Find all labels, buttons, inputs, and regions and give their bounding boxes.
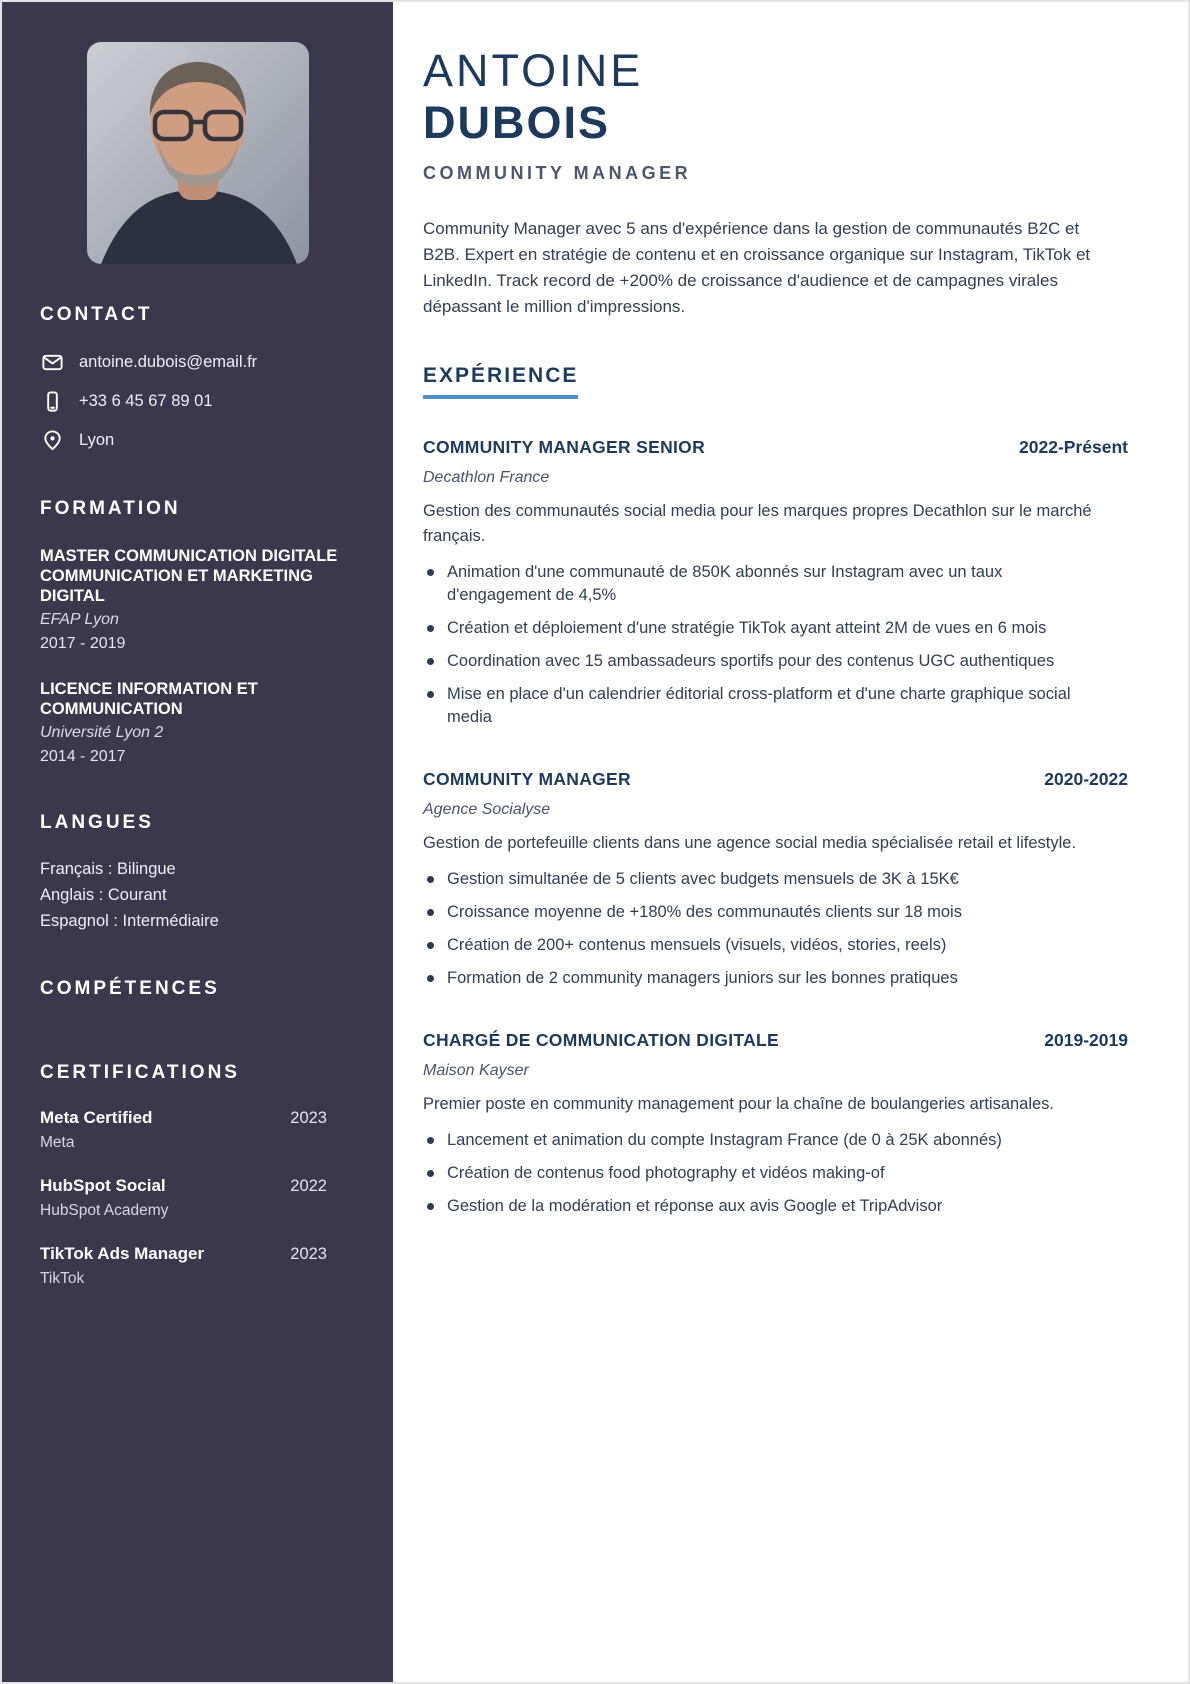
job-title: COMMUNITY MANAGER xyxy=(423,769,631,789)
job-description: Gestion de portefeuille clients dans une agence social media spécialisée retail et lifestyle. xyxy=(423,834,1077,852)
contact-row-email xyxy=(40,350,343,374)
certification-issuer: TikTok xyxy=(40,1270,85,1287)
experience-heading: EXPÉRIENCE xyxy=(423,364,579,387)
job-bullet: Croissance moyenne de +180% des communautés clients sur 18 mois xyxy=(423,901,1103,924)
contact-location: Lyon xyxy=(79,430,115,449)
location-icon xyxy=(40,428,64,452)
certification-issuer: HubSpot Academy xyxy=(40,1202,169,1219)
job-bullet-list xyxy=(423,561,1128,729)
certification-issuer: Meta xyxy=(40,1134,75,1151)
profile-photo xyxy=(87,42,309,264)
job-bullet: Création de contenus food photography et vidéos making-of xyxy=(423,1162,1103,1185)
job-dates: 2022-Présent xyxy=(1019,437,1128,457)
contact-heading: CONTACT xyxy=(40,304,153,325)
job-description: Premier poste en community management pour la chaîne de boulangeries artisanales. xyxy=(423,1095,1055,1113)
certification-name: TikTok Ads Manager xyxy=(40,1244,205,1263)
contact-row-location xyxy=(40,428,343,452)
contact-row-phone xyxy=(40,389,343,413)
certification-item xyxy=(40,1176,343,1220)
education-dates: 2014 - 2017 xyxy=(40,748,126,765)
experience-section xyxy=(423,320,1128,1218)
langues-heading: LANGUES xyxy=(40,812,154,833)
language-item: Espagnol : Intermédiaire xyxy=(40,912,219,930)
job-company: Agence Socialyse xyxy=(423,801,551,818)
certification-name: HubSpot Social xyxy=(40,1176,166,1195)
certification-item xyxy=(40,1244,343,1288)
language-item: Français : Bilingue xyxy=(40,860,176,878)
phone-icon xyxy=(40,389,64,413)
certification-item xyxy=(40,1108,343,1152)
contact-phone: +33 6 45 67 89 01 xyxy=(79,391,213,410)
education-title: LICENCE INFORMATION ET COMMUNICATION xyxy=(40,680,258,718)
profile-summary: Community Manager avec 5 ans d'expérience dans la gestion de communautés B2C et B2B. Expert en stratégie de contenu et en croissance organique sur Instagram, TikTok et LinkedIn. Track record de +200% de croissance d'audience et de campagnes virales dépassant le million d'impressions. xyxy=(423,219,1091,316)
education-item xyxy=(40,679,343,766)
job-bullet: Coordination avec 15 ambassadeurs sportifs pour des contenus UGC authentiques xyxy=(423,650,1103,673)
education-school: Université Lyon 2 xyxy=(40,724,164,741)
job-entry xyxy=(423,769,1128,990)
job-bullet: Lancement et animation du compte Instagram France (de 0 à 25K abonnés) xyxy=(423,1129,1103,1152)
sidebar xyxy=(2,2,393,1682)
certifications-section xyxy=(40,1062,343,1288)
certification-name: Meta Certified xyxy=(40,1108,153,1127)
job-bullet: Mise en place d'un calendrier éditorial cross-platform et d'une charte graphique social media xyxy=(423,683,1103,729)
certification-year: 2022 xyxy=(290,1177,327,1195)
cv-header xyxy=(423,46,1128,320)
formation-section xyxy=(40,498,343,766)
competences-heading: COMPÉTENCES xyxy=(40,978,220,999)
job-title: COMMUNITY MANAGER SENIOR xyxy=(423,437,706,457)
job-bullet: Création de 200+ contenus mensuels (visuels, vidéos, stories, reels) xyxy=(423,934,1103,957)
job-bullet: Animation d'une communauté de 850K abonnés sur Instagram avec un taux d'engagement de 4,5% xyxy=(423,561,1103,607)
education-dates: 2017 - 2019 xyxy=(40,635,126,652)
job-dates: 2020-2022 xyxy=(1044,769,1128,789)
job-description: Gestion des communautés social media pour les marques propres Decathlon sur le marché français. xyxy=(423,502,1092,545)
experience-heading-underline xyxy=(423,395,578,399)
education-title: MASTER COMMUNICATION DIGITALE COMMUNICATION ET MARKETING DIGITAL xyxy=(40,547,338,605)
contact-section xyxy=(40,304,343,452)
formation-heading: FORMATION xyxy=(40,498,181,519)
langues-section xyxy=(40,812,343,934)
first-name: ANTOINE xyxy=(423,45,644,96)
job-company: Decathlon France xyxy=(423,469,550,486)
job-title: CHARGÉ DE COMMUNICATION DIGITALE xyxy=(423,1030,780,1050)
job-bullet-list xyxy=(423,1129,1128,1218)
job-bullet-list xyxy=(423,868,1128,990)
education-school: EFAP Lyon xyxy=(40,611,119,628)
job-bullet: Création et déploiement d'une stratégie TikTok ayant atteint 2M de vues en 6 mois xyxy=(423,617,1103,640)
profile-photo-illustration xyxy=(87,42,309,264)
last-name: DUBOIS xyxy=(423,96,611,148)
job-entry xyxy=(423,437,1128,729)
job-dates: 2019-2019 xyxy=(1044,1030,1128,1050)
certifications-heading: CERTIFICATIONS xyxy=(40,1062,240,1083)
certification-year: 2023 xyxy=(290,1245,327,1263)
job-bullet: Gestion de la modération et réponse aux avis Google et TripAdvisor xyxy=(423,1195,1103,1218)
job-title-subtitle: COMMUNITY MANAGER xyxy=(423,163,692,183)
main-content xyxy=(393,2,1188,1682)
job-bullet: Gestion simultanée de 5 clients avec budgets mensuels de 3K à 15K€ xyxy=(423,868,1103,891)
contact-email: antoine.dubois@email.fr xyxy=(79,352,258,371)
job-entry xyxy=(423,1030,1128,1218)
job-company: Maison Kayser xyxy=(423,1062,529,1079)
mail-icon xyxy=(40,350,64,374)
competences-section xyxy=(40,978,343,1000)
certification-year: 2023 xyxy=(290,1109,327,1127)
job-bullet: Formation de 2 community managers juniors sur les bonnes pratiques xyxy=(423,967,1103,990)
education-item xyxy=(40,546,343,653)
language-item: Anglais : Courant xyxy=(40,886,167,904)
